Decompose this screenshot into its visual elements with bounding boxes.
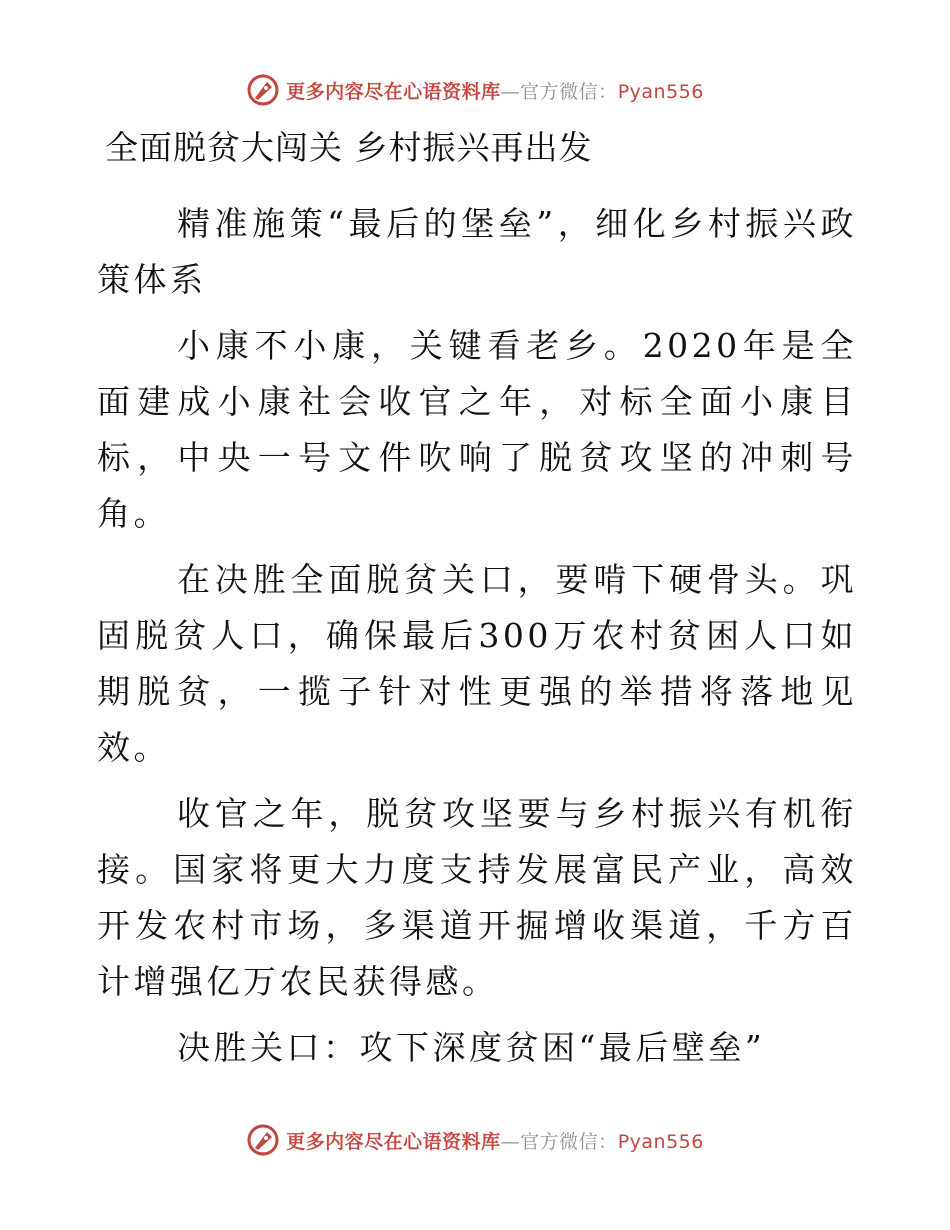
watermark-separator: —	[500, 80, 521, 103]
paragraph: 小康不小康，关键看老乡。2020年是全面建成小康社会收官之年，对标全面小康目标，中央一号文件吹响了脱贫攻坚的冲刺号角。	[97, 326, 857, 533]
watermark-contact-label: 官方微信：	[520, 80, 618, 103]
header-watermark	[0, 70, 950, 110]
watermark-main-text: 更多内容尽在心语资料库	[286, 80, 501, 103]
pen-nib-circle-icon	[246, 1123, 280, 1157]
watermark-main-text: 更多内容尽在心语资料库	[286, 1130, 501, 1153]
document-title: 全面脱贫大闯关 乡村振兴再出发	[105, 128, 593, 167]
paragraph-subheading: 决胜关口：攻下深度贫困“最后壁垒”	[177, 1028, 766, 1067]
pen-nib-circle-icon	[246, 73, 280, 107]
watermark-separator: —	[500, 1130, 521, 1153]
watermark-contact-id: Pyan556	[617, 1130, 704, 1153]
watermark-text	[286, 1127, 704, 1154]
paragraph: 在决胜全面脱贫关口，要啃下硬骨头。巩固脱贫人口，确保最后300万农村贫困人口如期脱贫，一揽子针对性更强的举措将落地见效。	[97, 560, 857, 767]
watermark-text	[286, 77, 704, 104]
paragraph-subheading: 精准施策“最后的堡垒”，细化乡村振兴政策体系	[97, 204, 857, 299]
watermark-contact-id: Pyan556	[617, 80, 704, 103]
watermark-group	[246, 1123, 704, 1157]
watermark-group	[246, 73, 704, 107]
document-body	[97, 120, 857, 1076]
paragraph: 收官之年，脱贫攻坚要与乡村振兴有机衔接。国家将更大力度支持发展富民产业，高效开发农村市场，多渠道开掘增收渠道，千方百计增强亿万农民获得感。	[97, 794, 857, 1001]
watermark-contact-label: 官方微信：	[520, 1130, 618, 1153]
footer-watermark	[0, 1120, 950, 1160]
